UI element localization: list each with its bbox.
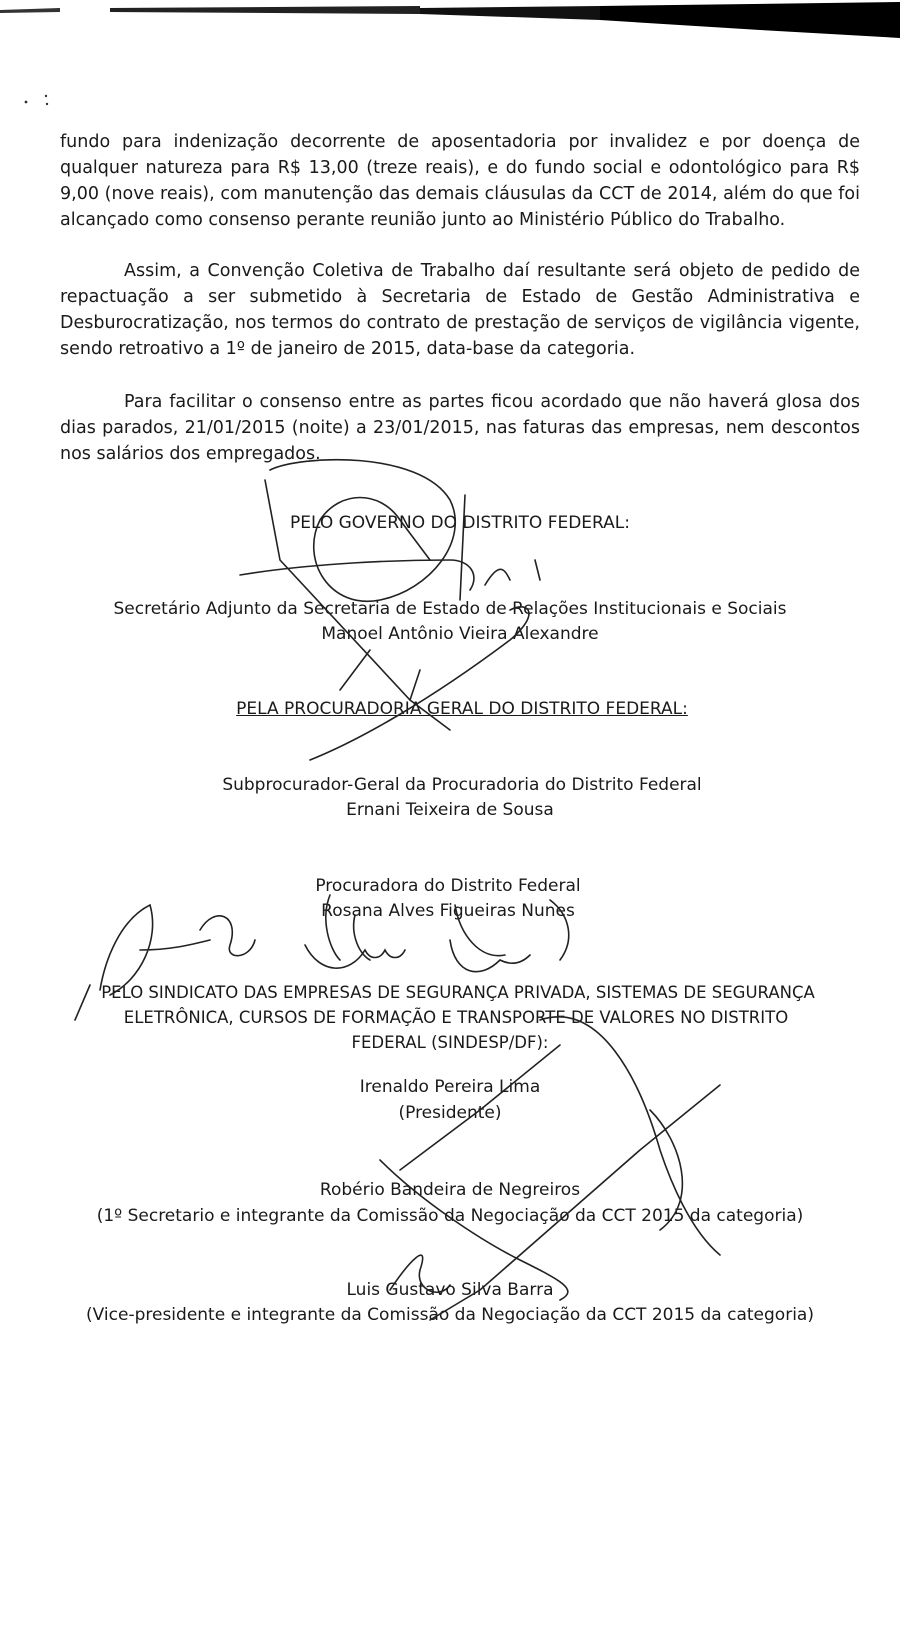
pgdf-signatory-role-2: Procuradora do Distrito Federal [315,876,581,896]
sindesp-heading-line-2: ELETRÔNICA, CURSOS DE FORMAÇÃO E TRANSPORTE DE VALORES NO DISTRITO [123,1008,789,1027]
sindesp-signatory-role: (Presidente) [398,1103,502,1123]
pgdf-signatory-name-2: Rosana Alves Figueiras Nunes [321,901,575,921]
gdf-signature-stroke [240,560,474,590]
sindesp-heading-line-3: FEDERAL (SINDESP/DF): [351,1033,549,1052]
pgdf-heading: PELA PROCURADORIA GERAL DO DISTRITO FEDERAL: [236,699,688,719]
sindesp-signatory-name: Irenaldo Pereira Lima [359,1077,541,1097]
pgdf-signatory-role: Subprocurador-Geral da Procuradoria do Distrito Federal [222,775,702,795]
paragraph-1: fundo para indenização decorrente de aposentadoria por invalidez e por doença de qualquer natureza para R$ 13,00 (treze reais), e do fundo social e odontológico para R$ 9,00 (nove reais), com manutenção das demais cláusulas da CCT de 2014, além do que foi alcançado como consenso perante reunião junto ao Ministério Público do Trabalho. [60,132,860,230]
sindesp-signatory-role: (1º Secretario e integrante da Comissão da Negociação da CCT 2015 da categoria) [96,1206,804,1226]
paragraph-3: Para facilitar o consenso entre as partes ficou acordado que não haverá glosa dos dias parados, 21/01/2015 (noite) a 23/01/2015, nas faturas das empresas, nem descontos nos salários dos empregados. [60,392,860,464]
pgdf-signatory-name: Ernani Teixeira de Sousa [346,800,554,820]
gdf-signature-stroke [485,560,540,585]
president-signature [305,945,405,968]
scan-edge-artifact [0,0,900,40]
paragraph-2: Assim, a Convenção Coletiva de Trabalho daí resultante será objeto de pedido de repactuação a ser submetido à Secretaria de Estado de Gestão Administrativa e Desburocratização, nos termos do contrato de prestação de serviços de vigilância vigente, sendo retroativo a 1º de janeiro de 2015, data-base da categoria. [60,261,860,359]
sindesp-signatory-role: (Vice-presidente e integrante da Comissão da Negociação da CCT 2015 da categoria) [86,1305,814,1325]
sindesp-heading-line-1: PELO SINDICATO DAS EMPRESAS DE SEGURANÇA PRIVADA, SISTEMAS DE SEGURANÇA [101,983,815,1002]
sindesp-signatory-name: Robério Bandeira de Negreiros [319,1180,581,1200]
scan-speck [20,90,60,110]
sindesp-signatory-name: Luis Gustavo Silva Barra [346,1280,554,1300]
gdf-signature-stroke [340,650,420,700]
gdf-signatory-name: Manoel Antônio Vieira Alexandre [321,624,599,644]
gdf-heading: PELO GOVERNO DO DISTRITO FEDERAL: [289,513,631,533]
gdf-signatory-role: Secretário Adjunto da Secretaria de Estado de Relações Institucionais e Sociais [113,599,787,619]
